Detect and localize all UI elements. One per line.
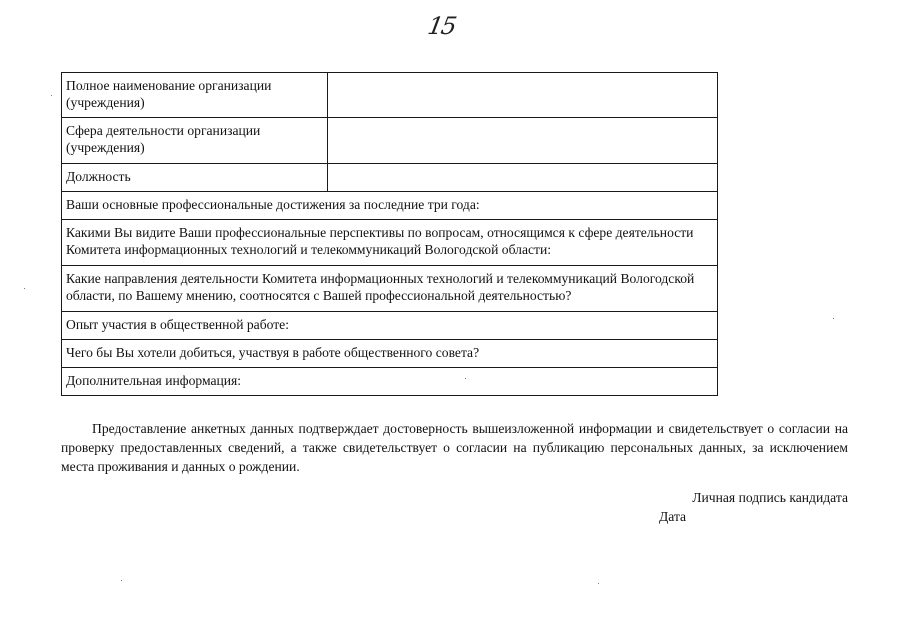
scan-speck	[598, 583, 599, 584]
position-field[interactable]	[328, 164, 718, 192]
date-label: Дата	[659, 509, 687, 524]
scan-speck	[833, 318, 834, 319]
table-row	[62, 266, 718, 312]
table-row	[62, 164, 718, 192]
table-row	[62, 312, 718, 340]
table-row	[62, 73, 718, 118]
scan-speck	[465, 378, 466, 379]
organization-activity-field[interactable]	[328, 118, 718, 164]
table-row	[62, 192, 718, 220]
scan-speck	[51, 95, 52, 96]
organization-name-field[interactable]	[328, 73, 718, 118]
additional-info-question[interactable]: Дополнительная информация:	[62, 368, 718, 396]
organization-name-label: Полное наименование организации (учреждения)	[62, 73, 328, 118]
scan-speck	[121, 580, 122, 581]
scan-speck	[24, 288, 25, 289]
table-row	[62, 118, 718, 164]
table-row	[62, 220, 718, 266]
table-row	[62, 340, 718, 368]
signature-label: Личная подпись кандидата	[692, 490, 848, 505]
directions-question[interactable]: Какие направления деятельности Комитета информационных технологий и телекоммуникаций Вологодской области, по Вашему мнению, соотносятся с Вашей профессиональной деятельностью?	[62, 266, 718, 312]
achievements-question[interactable]: Ваши основные профессиональные достижения за последние три года:	[62, 192, 718, 220]
council-goals-question[interactable]: Чего бы Вы хотели добиться, участвуя в работе общественного совета?	[62, 340, 718, 368]
perspectives-question[interactable]: Какими Вы видите Ваши профессиональные перспективы по вопросам, относящимся к сфере деятельности Комитета информационных технологий и телекоммуникаций Вологодской области:	[62, 220, 718, 266]
page-number: 15	[425, 12, 458, 40]
public-work-question[interactable]: Опыт участия в общественной работе:	[62, 312, 718, 340]
organization-activity-label: Сфера деятельности организации (учреждения)	[62, 118, 328, 164]
table-row	[62, 368, 718, 396]
consent-paragraph: Предоставление анкетных данных подтверждает достоверность вышеизложенной информации и свидетельствует о согласии на проверку предоставленных сведений, а также свидетельствует о согласии на публикацию персональных данных, за исключением места проживания и данных о рождении.	[61, 421, 848, 474]
candidate-questionnaire-table	[61, 72, 718, 396]
position-label: Должность	[62, 164, 328, 192]
